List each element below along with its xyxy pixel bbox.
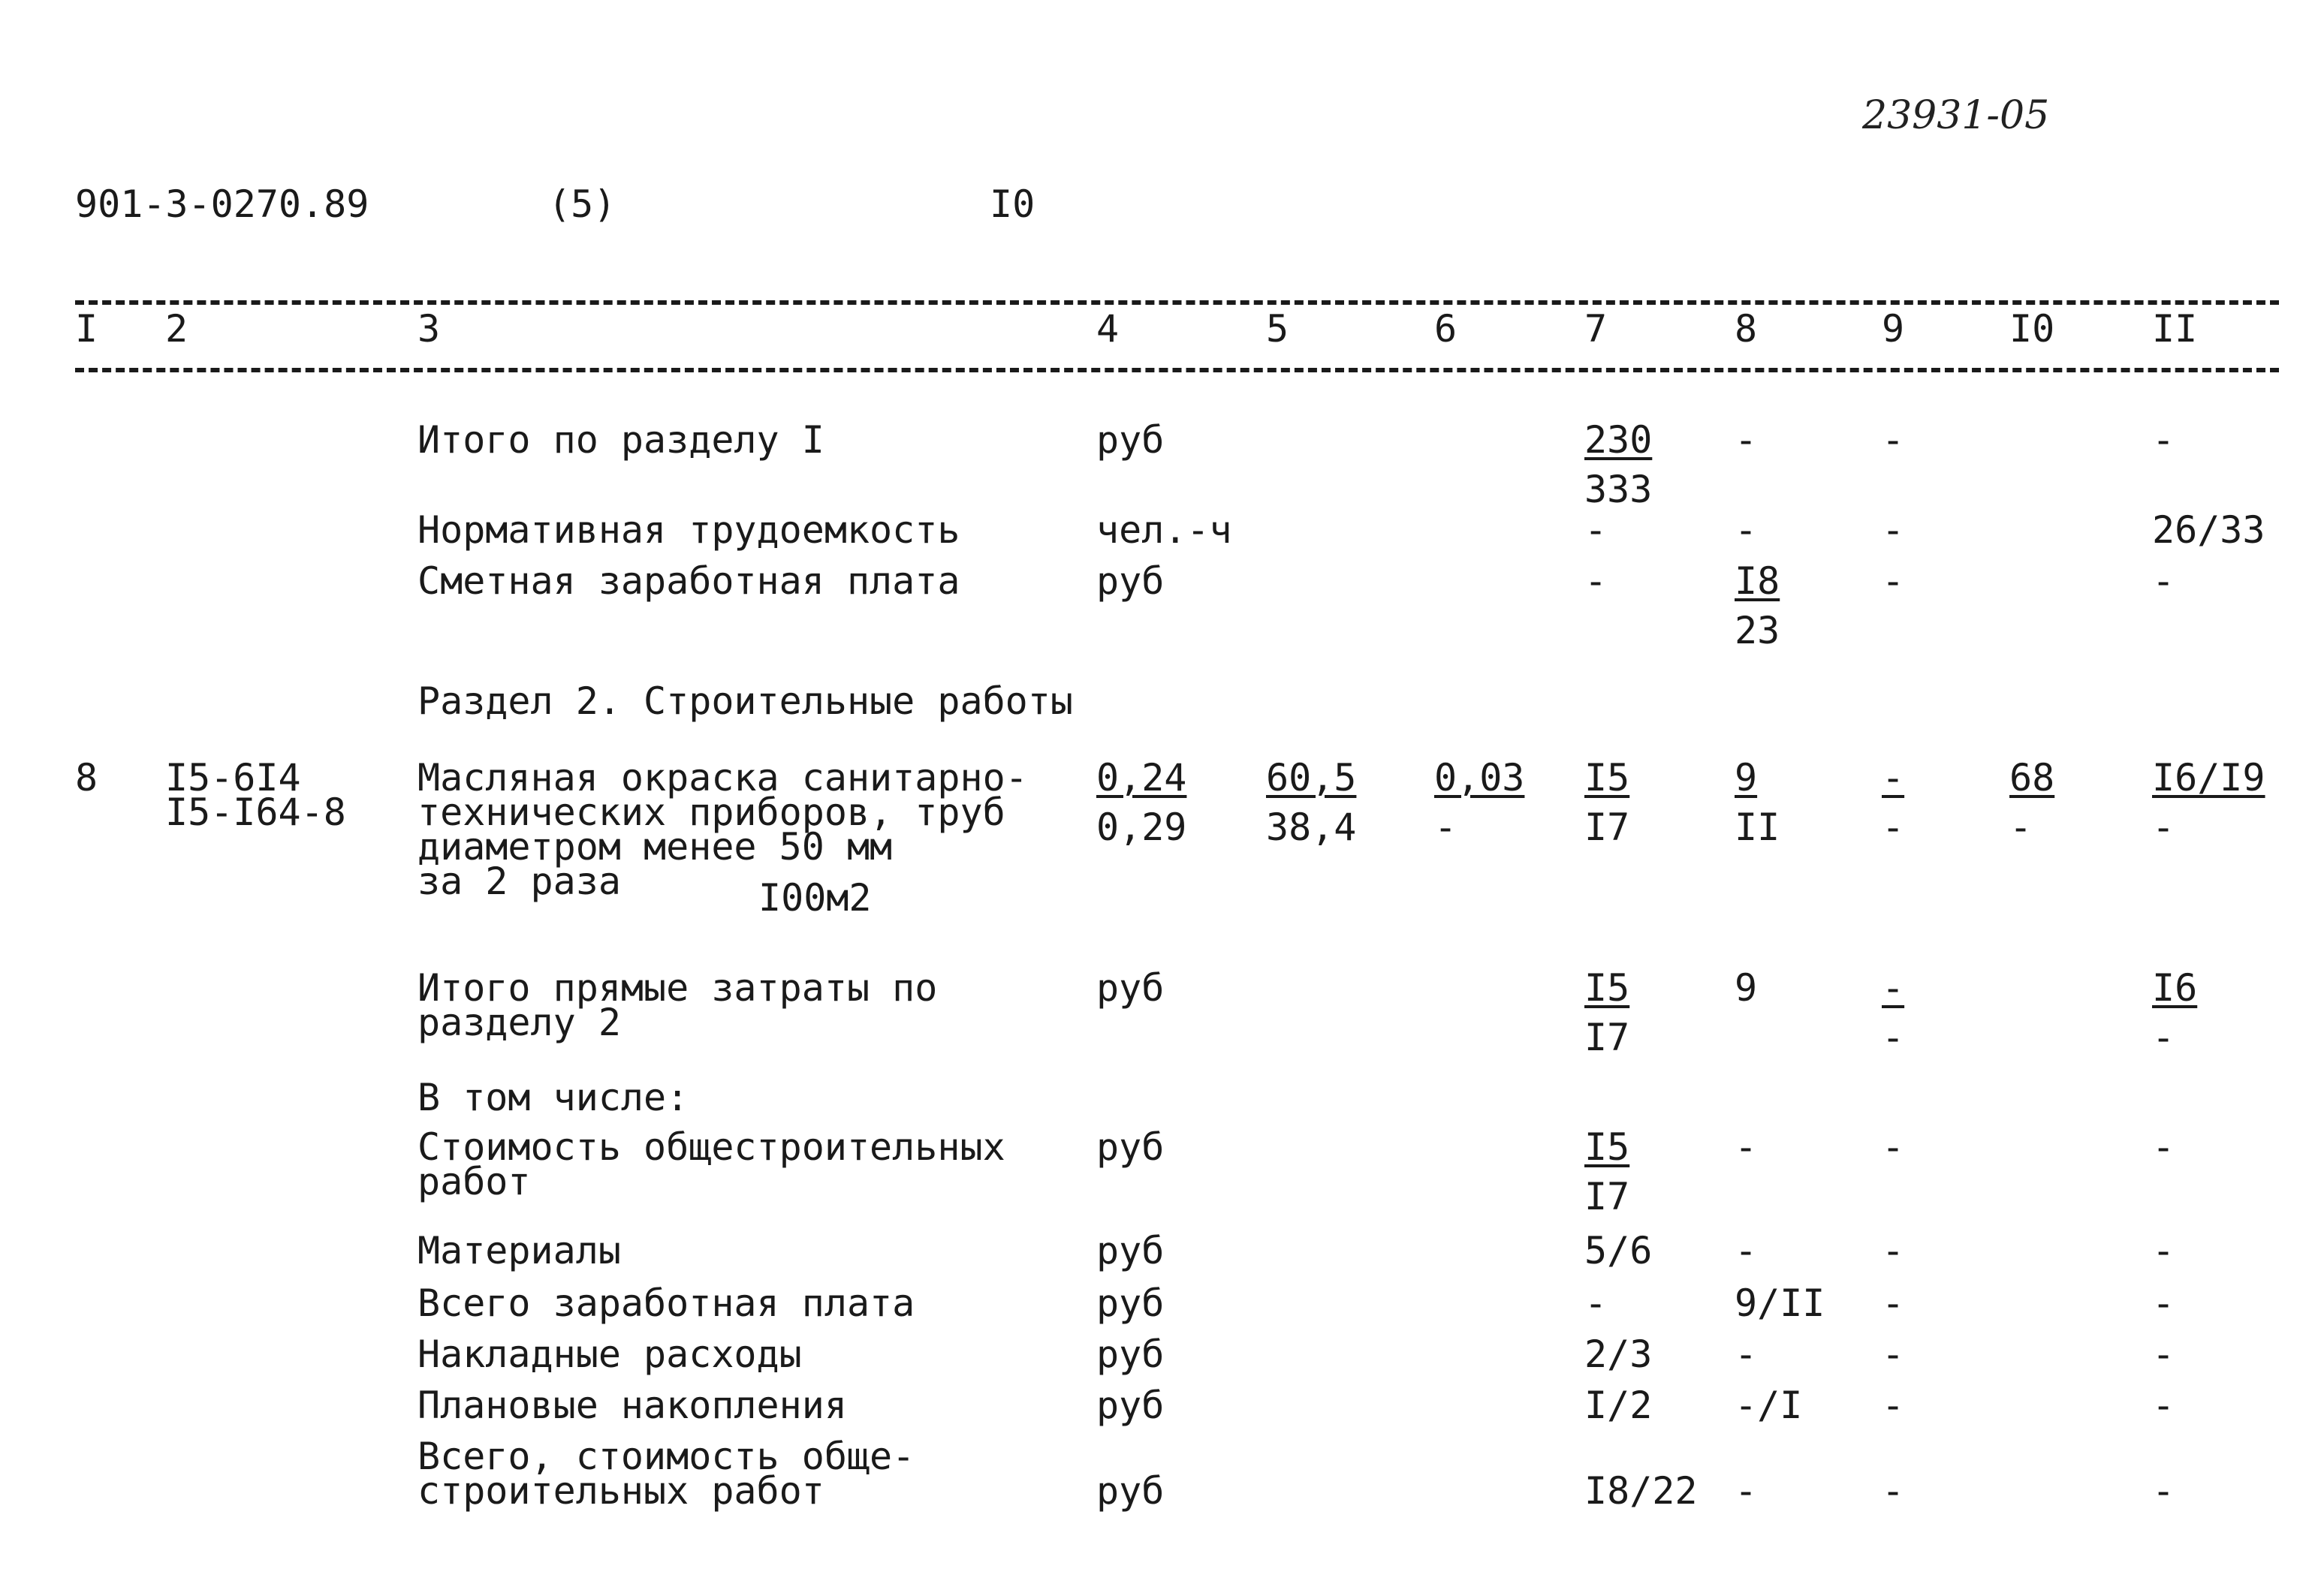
- cell-col9: -: [1882, 1384, 1905, 1427]
- cell-col11: -: [2152, 1281, 2175, 1325]
- item-number: 8: [75, 756, 98, 800]
- row-label-line2: работ: [417, 1160, 531, 1203]
- cell-col8: -: [1735, 1333, 1758, 1376]
- cell-col7: 2/3: [1584, 1333, 1653, 1376]
- cell-col8-numerator: I8: [1735, 559, 1780, 603]
- cell-col11: -: [2152, 418, 2175, 462]
- col-header-6: 6: [1434, 307, 1457, 351]
- cell-col8: 9: [1735, 966, 1758, 1010]
- cell-col11: -: [2152, 1125, 2175, 1169]
- cell-col8: -: [1735, 1229, 1758, 1272]
- cell-col9: -: [1882, 508, 1905, 552]
- row-label-line2: разделу 2: [417, 1001, 621, 1044]
- col-header-5: 5: [1266, 307, 1289, 351]
- row-label: Итого по разделу I: [417, 418, 824, 462]
- col-header-9: 9: [1882, 307, 1905, 351]
- cell-col7-numerator: 230: [1584, 418, 1653, 462]
- row-label-line1: Стоимость общестроительных: [417, 1125, 1005, 1169]
- row-label: Материалы: [417, 1229, 621, 1272]
- cell-col7: I/2: [1584, 1384, 1653, 1427]
- cell-col9: -: [1882, 1229, 1905, 1272]
- cell-col7: I8/22: [1584, 1469, 1698, 1513]
- cell-col8: -/I: [1735, 1384, 1803, 1427]
- col-header-4: 4: [1096, 307, 1120, 351]
- cell-col11-denominator: -: [2152, 1016, 2175, 1059]
- cell-col9: -: [1882, 1125, 1905, 1169]
- cell-col4-numerator: 0,24: [1096, 756, 1187, 800]
- row-label-line1: Итого прямые затраты по: [417, 966, 938, 1010]
- row-unit: руб: [1096, 966, 1165, 1010]
- header-bottom-rule: [75, 368, 2279, 372]
- cell-col11-numerator: I6/I9: [2152, 756, 2265, 800]
- cell-col7-denominator: I7: [1584, 1016, 1630, 1059]
- row-unit: руб: [1096, 1333, 1165, 1376]
- item-description-line1: Масляная окраска санитарно-: [417, 756, 1028, 800]
- item-code-alt: I5-I64-8: [165, 790, 346, 834]
- page-number: I0: [990, 182, 1035, 226]
- cell-col5-numerator: 60,5: [1266, 756, 1357, 800]
- cell-col4-denominator: 0,29: [1096, 806, 1187, 849]
- row-unit: руб: [1096, 559, 1165, 603]
- row-unit: руб: [1096, 1229, 1165, 1272]
- item-description-line4: за 2 раза: [417, 860, 621, 903]
- cell-col11: -: [2152, 1333, 2175, 1376]
- cell-col7: 5/6: [1584, 1229, 1653, 1272]
- subsection-label: В том числе:: [417, 1076, 689, 1119]
- cell-col7-denominator: 333: [1584, 468, 1653, 511]
- item-code: I5-6I4: [165, 756, 301, 800]
- cell-col11: -: [2152, 559, 2175, 603]
- part-number: (5): [548, 182, 616, 226]
- cell-col8: -: [1735, 1125, 1758, 1169]
- cell-col9-denominator: -: [1882, 1016, 1905, 1059]
- cell-col9-numerator: -: [1882, 756, 1905, 800]
- cell-col8: -: [1735, 418, 1758, 462]
- cell-col11: -: [2152, 1384, 2175, 1427]
- cell-col5-denominator: 38,4: [1266, 806, 1357, 849]
- cell-col7-numerator: I5: [1584, 756, 1630, 800]
- col-header-1: I: [75, 307, 98, 351]
- cell-col10-numerator: 68: [2009, 756, 2055, 800]
- row-unit: руб: [1096, 1281, 1165, 1325]
- cell-col10-denominator: -: [2009, 806, 2033, 849]
- cell-col11-denominator: -: [2152, 806, 2175, 849]
- cell-col7-numerator: I5: [1584, 966, 1630, 1010]
- cell-col8: 9/II: [1735, 1281, 1825, 1325]
- document-code: 901-3-0270.89: [75, 182, 369, 226]
- cell-col7-denominator: I7: [1584, 1175, 1630, 1218]
- cell-col9-numerator: -: [1882, 966, 1905, 1010]
- cell-col8-denominator: II: [1735, 806, 1780, 849]
- col-header-8: 8: [1735, 307, 1758, 351]
- cell-col8-denominator: 23: [1735, 609, 1780, 652]
- cell-col7: -: [1584, 559, 1608, 603]
- cell-col7-numerator: I5: [1584, 1125, 1630, 1169]
- col-header-7: 7: [1584, 307, 1608, 351]
- cell-col7: -: [1584, 508, 1608, 552]
- section-title: Раздел 2. Строительные работы: [417, 679, 1073, 723]
- row-label-line1: Всего, стоимость обще-: [417, 1435, 915, 1478]
- cell-col7: -: [1584, 1281, 1608, 1325]
- cell-col9: -: [1882, 559, 1905, 603]
- cell-col11: -: [2152, 1229, 2175, 1272]
- handwritten-reference: 23931-05: [1862, 93, 2050, 138]
- cell-col9: -: [1882, 1281, 1905, 1325]
- item-unit: I00м2: [758, 876, 872, 920]
- header-top-rule: [75, 300, 2279, 305]
- cell-col8: -: [1735, 508, 1758, 552]
- cell-col11-numerator: I6: [2152, 966, 2198, 1010]
- row-unit: руб: [1096, 418, 1165, 462]
- cell-col6-denominator: -: [1434, 806, 1457, 849]
- cell-col6-numerator: 0,03: [1434, 756, 1525, 800]
- cell-col9: -: [1882, 1469, 1905, 1513]
- row-unit: руб: [1096, 1469, 1165, 1513]
- col-header-3: 3: [417, 307, 441, 351]
- row-label: Нормативная трудоемкость: [417, 508, 960, 552]
- row-label-line2: строительных работ: [417, 1469, 824, 1513]
- cell-col9-denominator: -: [1882, 806, 1905, 849]
- cell-col8: -: [1735, 1469, 1758, 1513]
- cell-col11: 26/33: [2152, 508, 2265, 552]
- cell-col9: -: [1882, 1333, 1905, 1376]
- row-label: Всего заработная плата: [417, 1281, 915, 1325]
- row-label: Накладные расходы: [417, 1333, 802, 1376]
- col-header-2: 2: [165, 307, 188, 351]
- col-header-10: I0: [2009, 307, 2055, 351]
- row-label: Сметная заработная плата: [417, 559, 960, 603]
- row-unit: руб: [1096, 1384, 1165, 1427]
- cell-col11: -: [2152, 1469, 2175, 1513]
- row-unit: чел.-ч: [1096, 508, 1232, 552]
- col-header-11: II: [2152, 307, 2198, 351]
- cell-col7-denominator: I7: [1584, 806, 1630, 849]
- row-label: Плановые накопления: [417, 1384, 847, 1427]
- item-description-line3: диаметром менее 50 мм: [417, 825, 893, 869]
- row-unit: руб: [1096, 1125, 1165, 1169]
- cell-col9: -: [1882, 418, 1905, 462]
- cell-col8-numerator: 9: [1735, 756, 1758, 800]
- item-description-line2: технических приборов, труб: [417, 790, 1005, 834]
